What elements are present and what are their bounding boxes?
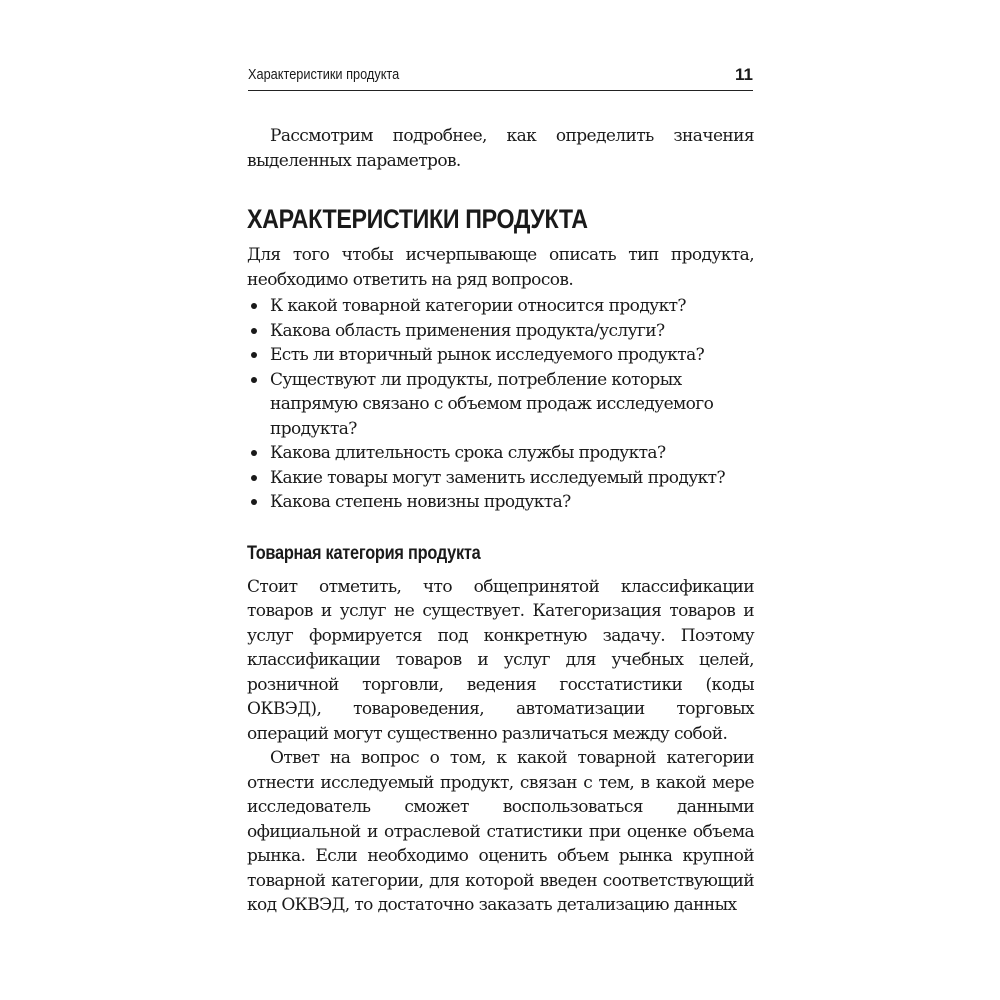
bullet-icon	[251, 352, 257, 358]
list-item-text: Есть ли вторичный рынок исследуемого продукта?	[270, 345, 705, 365]
page-number: 11	[735, 65, 753, 84]
list-item-text: Какова область применения продукта/услуги?	[270, 320, 665, 341]
bullet-icon	[251, 475, 257, 481]
bullet-icon	[251, 303, 257, 309]
bullet-icon	[251, 499, 257, 505]
list-item	[247, 368, 754, 442]
section-lead-paragraph: Для того чтобы исчерпывающе описать тип продукта, необходимо ответить на ряд вопросов.	[247, 245, 754, 290]
running-header	[248, 66, 753, 91]
bullet-icon	[251, 328, 257, 334]
list-item	[247, 466, 754, 491]
body-paragraph: Ответ на вопрос о том, к какой товарной категории отнести исследуемый продукт, связан с тем, в какой мере исследователь сможет воспользоваться данными официальной и отраслевой статистики при оценке объема рынка. Если необходимо оценить объем рынка крупной товарной категории, для которой введен соответствующий код ОКВЭД, то достаточно заказать детализацию данных	[247, 748, 754, 915]
list-item-text: Какова степень новизны продукта?	[270, 492, 571, 512]
running-title: Характеристики продукта	[248, 66, 400, 83]
body-paragraph: Стоит отметить, что общепринятой классификации товаров и услуг не существует. Категоризация товаров и услуг формируется под конкретную задачу. Поэтому классификации товаров и услуг для учебных целей, розничной торговли, ведения госстатистики (коды ОКВЭД), товароведения, автоматизации торговых операций могут существенно различаться между собой.	[247, 576, 754, 744]
questions-list	[247, 294, 754, 515]
list-item-text: Какие товары могут заменить исследуемый продукт?	[270, 467, 725, 488]
list-item-text: К какой товарной категории относится продукт?	[270, 296, 686, 316]
intro-paragraph: Рассмотрим подробнее, как определить значения выделенных параметров.	[247, 126, 754, 171]
list-item	[247, 343, 754, 368]
list-item-text: Существуют ли продукты, потребление которых напрямую связано с объемом продаж исследуемого продукта?	[270, 369, 714, 439]
list-item	[247, 319, 754, 344]
list-item	[247, 490, 754, 515]
subsection-heading: Товарная категория продукта	[247, 542, 481, 564]
page-body	[247, 124, 754, 918]
bullet-icon	[251, 450, 257, 456]
list-item-text: Какова длительность срока службы продукта?	[270, 443, 666, 463]
list-item	[247, 441, 754, 466]
section-heading: ХАРАКТЕРИСТИКИ ПРОДУКТА	[247, 204, 588, 234]
bullet-icon	[251, 377, 257, 383]
list-item	[247, 294, 754, 319]
